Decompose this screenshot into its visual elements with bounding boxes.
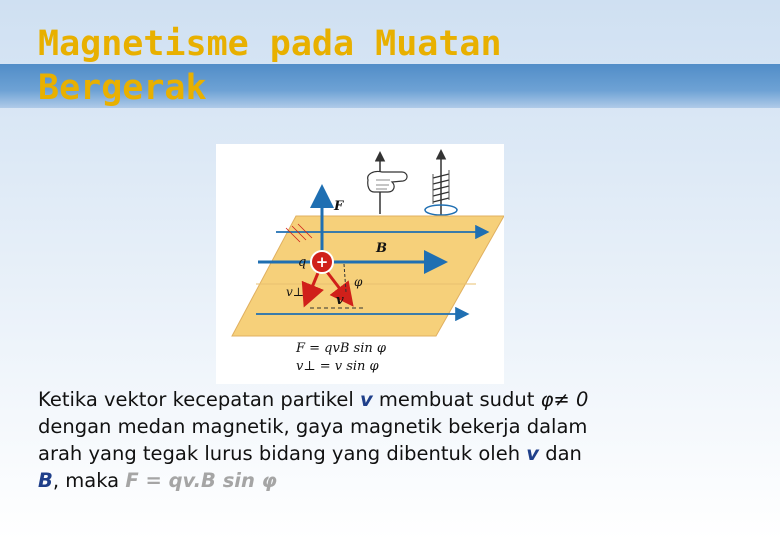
label-q: q (298, 255, 307, 270)
text-segment: dan (539, 442, 582, 465)
plane-shape (232, 216, 504, 336)
slide-title (38, 22, 738, 110)
equation-vperp: v⊥ = v sin φ (296, 359, 379, 374)
label-phi: φ (354, 275, 363, 289)
label-F: F (334, 199, 344, 214)
text-segment: Ketika vektor kecepatan partikel (38, 388, 361, 411)
label-B: B (376, 241, 387, 256)
title-line-2: Bergerak (38, 68, 207, 108)
plus-sign: + (315, 253, 329, 271)
text-segment: membuat sudut (372, 388, 541, 411)
text-segment: , maka (52, 469, 126, 492)
explanation-paragraph (38, 386, 738, 494)
right-hand-icon (368, 154, 407, 214)
label-vperp: v⊥ (286, 285, 305, 299)
text-segment: arah yang tegak lurus bidang yang dibentuk oleh (38, 442, 527, 465)
text-segment: dengan medan magnetik, gaya magnetik bekerja dalam (38, 415, 588, 438)
keyword-v: v (526, 442, 539, 465)
keyword-v: v (360, 388, 373, 411)
equation-force: F = qvB sin φ (296, 341, 386, 356)
force-formula: F = qv.B sin φ (125, 469, 277, 492)
keyword-B: B (38, 469, 53, 492)
lorentz-force-diagram (216, 144, 504, 384)
screw-icon (425, 152, 457, 222)
label-v: v (336, 293, 344, 308)
title-line-1: Magnetisme pada Muatan (38, 24, 502, 64)
positive-charge (311, 251, 333, 273)
angle-condition: φ≠ 0 (540, 388, 589, 411)
